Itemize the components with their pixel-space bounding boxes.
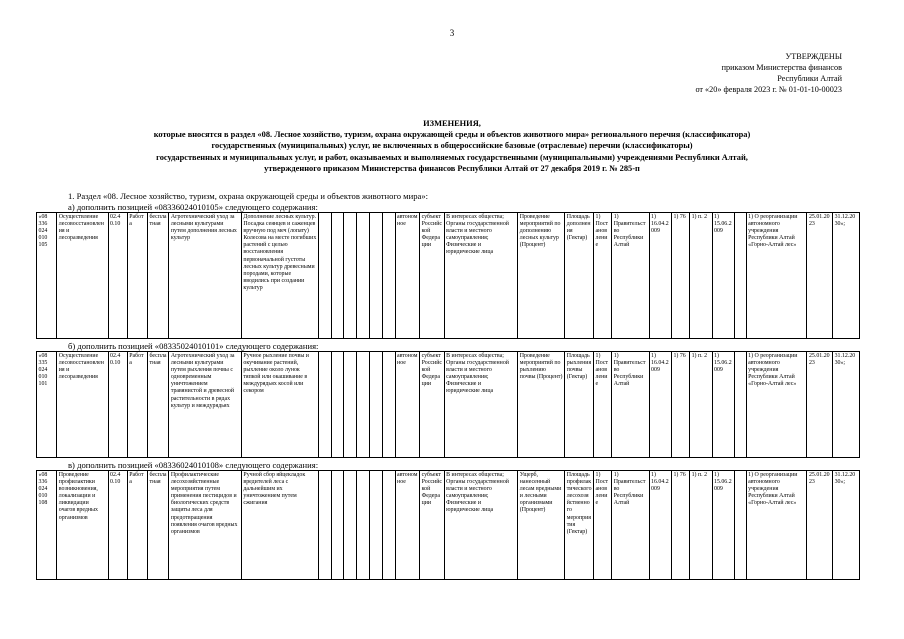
- cell-service-name: Осуществление лесовосстановления и лесоразведения: [57, 352, 108, 458]
- cell-end-date: 31.12.2030»;: [833, 213, 860, 339]
- cell-description: Ручное рыхление почвы и окучивание растений, рыхление около лунок тяпкой или окашивание в междурядьях косой или секором: [241, 352, 318, 458]
- cell-start-date: 25.01.2023: [807, 213, 833, 339]
- cell-act-date: 1) 16.04.2009: [649, 471, 671, 580]
- cell-act-name: 1) О реорганизации автономного учреждения Республики Алтай «Горно-Алтай лес»: [746, 471, 807, 580]
- cell-act-date: 1) 16.04.2009: [649, 352, 671, 458]
- cell-type: Работа: [127, 471, 147, 580]
- cell-act-effective-date: 1) 15.06.2009: [712, 471, 734, 580]
- table-row: [37, 352, 860, 458]
- title-heading: ИЗМЕНЕНИЯ,: [423, 119, 481, 128]
- section-c-table: [36, 470, 860, 580]
- cell-okved: 02.4 0.10: [108, 352, 127, 458]
- cell-blank: [344, 213, 357, 339]
- cell-blank: [382, 213, 395, 339]
- cell-institution-type: автономное: [395, 213, 420, 339]
- cell-blank: [382, 352, 395, 458]
- title-line: государственных (муниципальных) услуг, не включенных в общероссийские базовые (отраслевые) перечни (классификаторы): [211, 141, 693, 151]
- cell-act-issuer: 1) Правительство Республики Алтай: [612, 213, 649, 339]
- cell-quality-indicator: Ущерб, нанесенный лесам вредными и лесными организмами (Процент): [518, 471, 565, 580]
- cell-volume-indicator: Площадь рыхления почвы (Гектар): [565, 352, 594, 458]
- cell-start-date: 25.01.2023: [807, 352, 833, 458]
- cell-consumers: В интересах общества; Органы государственной власти и местного самоуправления; Физические и юридические лица: [444, 471, 518, 580]
- cell-blank: [369, 471, 382, 580]
- cell-act-effective-date: 1) 15.06.2009: [712, 213, 734, 339]
- cell-payment: бесплатная: [148, 213, 169, 339]
- cell-founder: субъект Российской Федерации: [420, 352, 445, 458]
- cell-blank: [369, 352, 382, 458]
- cell-blank: [318, 471, 331, 580]
- cell-service-name: Проведение профилактики возникновения, локализации и ликвидации очагов вредных организмов: [57, 471, 108, 580]
- approval-line: УТВЕРЖДЕНЫ: [785, 52, 842, 61]
- cell-description: Дополнение лесных культур. Посадка сеянцев и саженцев вручную под меч (лопату) Колесова на месте погибших растений с целью восстановления первоначальной густоты лесных культур древесными породами, которые вводились при создании культур: [241, 213, 318, 339]
- title-line: государственных и муниципальных услуг, и работ, оказываемых и выполняемых государственными (муниципальными) учреждениями Республики Алтай,: [156, 152, 748, 162]
- approval-line: Республики Алтай: [777, 74, 842, 83]
- cell-type: Работа: [127, 352, 147, 458]
- approval-line: от «20» февраля 2023 г. № 01-01-10-00023: [695, 85, 842, 94]
- cell-institution-type: автономное: [395, 471, 420, 580]
- cell-payment: бесплатная: [148, 352, 169, 458]
- cell-blank: [734, 352, 746, 458]
- cell-act-name: 1) О реорганизации автономного учреждения Республики Алтай «Горно-Алтай лес»: [746, 213, 807, 339]
- cell-founder: субъект Российской Федерации: [420, 471, 445, 580]
- cell-blank: [369, 213, 382, 339]
- cell-quality-indicator: Проведение мероприятий по дополнению лесных культур (Процент): [518, 213, 565, 339]
- cell-service-name: Осуществление лесовосстановления и лесоразведения: [57, 213, 108, 339]
- section-a-table: [36, 212, 860, 339]
- cell-blank: [344, 352, 357, 458]
- cell-blank: [318, 352, 331, 458]
- cell-blank: [318, 213, 331, 339]
- point-1-text: 1. Раздел «08. Лесное хозяйство, туризм, охрана окружающей среды и объектов животного мира»:: [68, 191, 429, 201]
- cell-code: «08 336 024 010 108: [37, 471, 57, 580]
- cell-blank: [331, 352, 344, 458]
- cell-blank: [357, 213, 370, 339]
- cell-institution-type: автономное: [395, 352, 420, 458]
- cell-act-number: 1) 76: [671, 213, 689, 339]
- cell-act-type: 1) Постановление: [594, 352, 612, 458]
- cell-payment: бесплатная: [148, 471, 169, 580]
- section-b-table: [36, 351, 860, 458]
- cell-volume-indicator: Площадь профилактического лесохозяйственного мероприятия (Гектар): [565, 471, 594, 580]
- cell-okved: 02.4 0.10: [108, 213, 127, 339]
- cell-act-date: 1) 16.04.2009: [649, 213, 671, 339]
- cell-blank: [331, 471, 344, 580]
- cell-blank: [382, 471, 395, 580]
- cell-type: Работа: [127, 213, 147, 339]
- cell-code: «08 335 024 010 101: [37, 352, 57, 458]
- document-title: [40, 118, 864, 174]
- cell-blank: [357, 471, 370, 580]
- cell-act-number: 1) 76: [671, 471, 689, 580]
- table-row: [37, 471, 860, 580]
- cell-end-date: 31.12.2030»;: [833, 471, 860, 580]
- cell-act-clause: 1) п. 2: [690, 352, 712, 458]
- title-line: которые вносятся в раздел «08. Лесное хозяйство, туризм, охрана окружающей среды и объектов животного мира» регионального перечня (классификатора): [153, 130, 751, 140]
- cell-content: Профилактические лесохозяйственные мероприятия путем применения пестицидов и биологических средств защиты леса для предотвращения появления очагов вредных организмов: [169, 471, 242, 580]
- cell-okved: 02.4 0.10: [108, 471, 127, 580]
- section-c-heading: в) дополнить позицией «08336024010108» следующего содержания:: [68, 460, 319, 470]
- cell-act-type: 1) Постановление: [594, 213, 612, 339]
- cell-act-issuer: 1) Правительство Республики Алтай: [612, 471, 649, 580]
- title-line: утвержденного приказом Министерства финансов Республики Алтай от 27 декабря 2019 г. № 285-п: [264, 163, 640, 173]
- cell-blank: [357, 352, 370, 458]
- cell-blank: [734, 471, 746, 580]
- page-number: 3: [449, 28, 455, 38]
- section-b-heading: б) дополнить позицией «08335024010101» следующего содержания:: [68, 341, 319, 351]
- cell-act-type: 1) Постановление: [594, 471, 612, 580]
- cell-blank: [734, 213, 746, 339]
- cell-act-effective-date: 1) 15.06.2009: [712, 352, 734, 458]
- section-a-heading: а) дополнить позицией «08336024010105» следующего содержания:: [68, 202, 318, 212]
- cell-act-clause: 1) п. 2: [690, 213, 712, 339]
- cell-description: Ручной сбор яйцекладок вредителей леса с дальнейшим их уничтожением путем сжигания: [241, 471, 318, 580]
- cell-content: Агротехнический уход за лесными культурами путем рыхления почвы с одновременным уничтожением травянистой и древесной растительности в рядах культур и междурядьях: [169, 352, 242, 458]
- cell-act-number: 1) 76: [671, 352, 689, 458]
- cell-act-clause: 1) п. 2: [690, 471, 712, 580]
- cell-quality-indicator: Проведение мероприятий по рыхлению почвы (Процент): [518, 352, 565, 458]
- cell-consumers: В интересах общества; Органы государственной власти и местного самоуправления; Физические и юридические лица: [444, 352, 518, 458]
- cell-blank: [331, 213, 344, 339]
- cell-code: «08 336 024 010 105: [37, 213, 57, 339]
- approval-line: приказом Министерства финансов: [721, 63, 842, 72]
- cell-consumers: В интересах общества; Органы государственной власти и местного самоуправления; Физические и юридические лица: [444, 213, 518, 339]
- approval-block: [695, 51, 842, 95]
- cell-founder: субъект Российской Федерации: [420, 213, 445, 339]
- cell-act-issuer: 1) Правительство Республики Алтай: [612, 352, 649, 458]
- cell-act-name: 1) О реорганизации автономного учреждения Республики Алтай «Горно-Алтай лес»: [746, 352, 807, 458]
- table-row: [37, 213, 860, 339]
- cell-blank: [344, 471, 357, 580]
- cell-volume-indicator: Площадь дополнения (Гектар): [565, 213, 594, 339]
- cell-content: Агротехнический уход за лесными культурами путем дополнения лесных культур: [169, 213, 242, 339]
- cell-end-date: 31.12.2030»;: [833, 352, 860, 458]
- cell-start-date: 25.01.2023: [807, 471, 833, 580]
